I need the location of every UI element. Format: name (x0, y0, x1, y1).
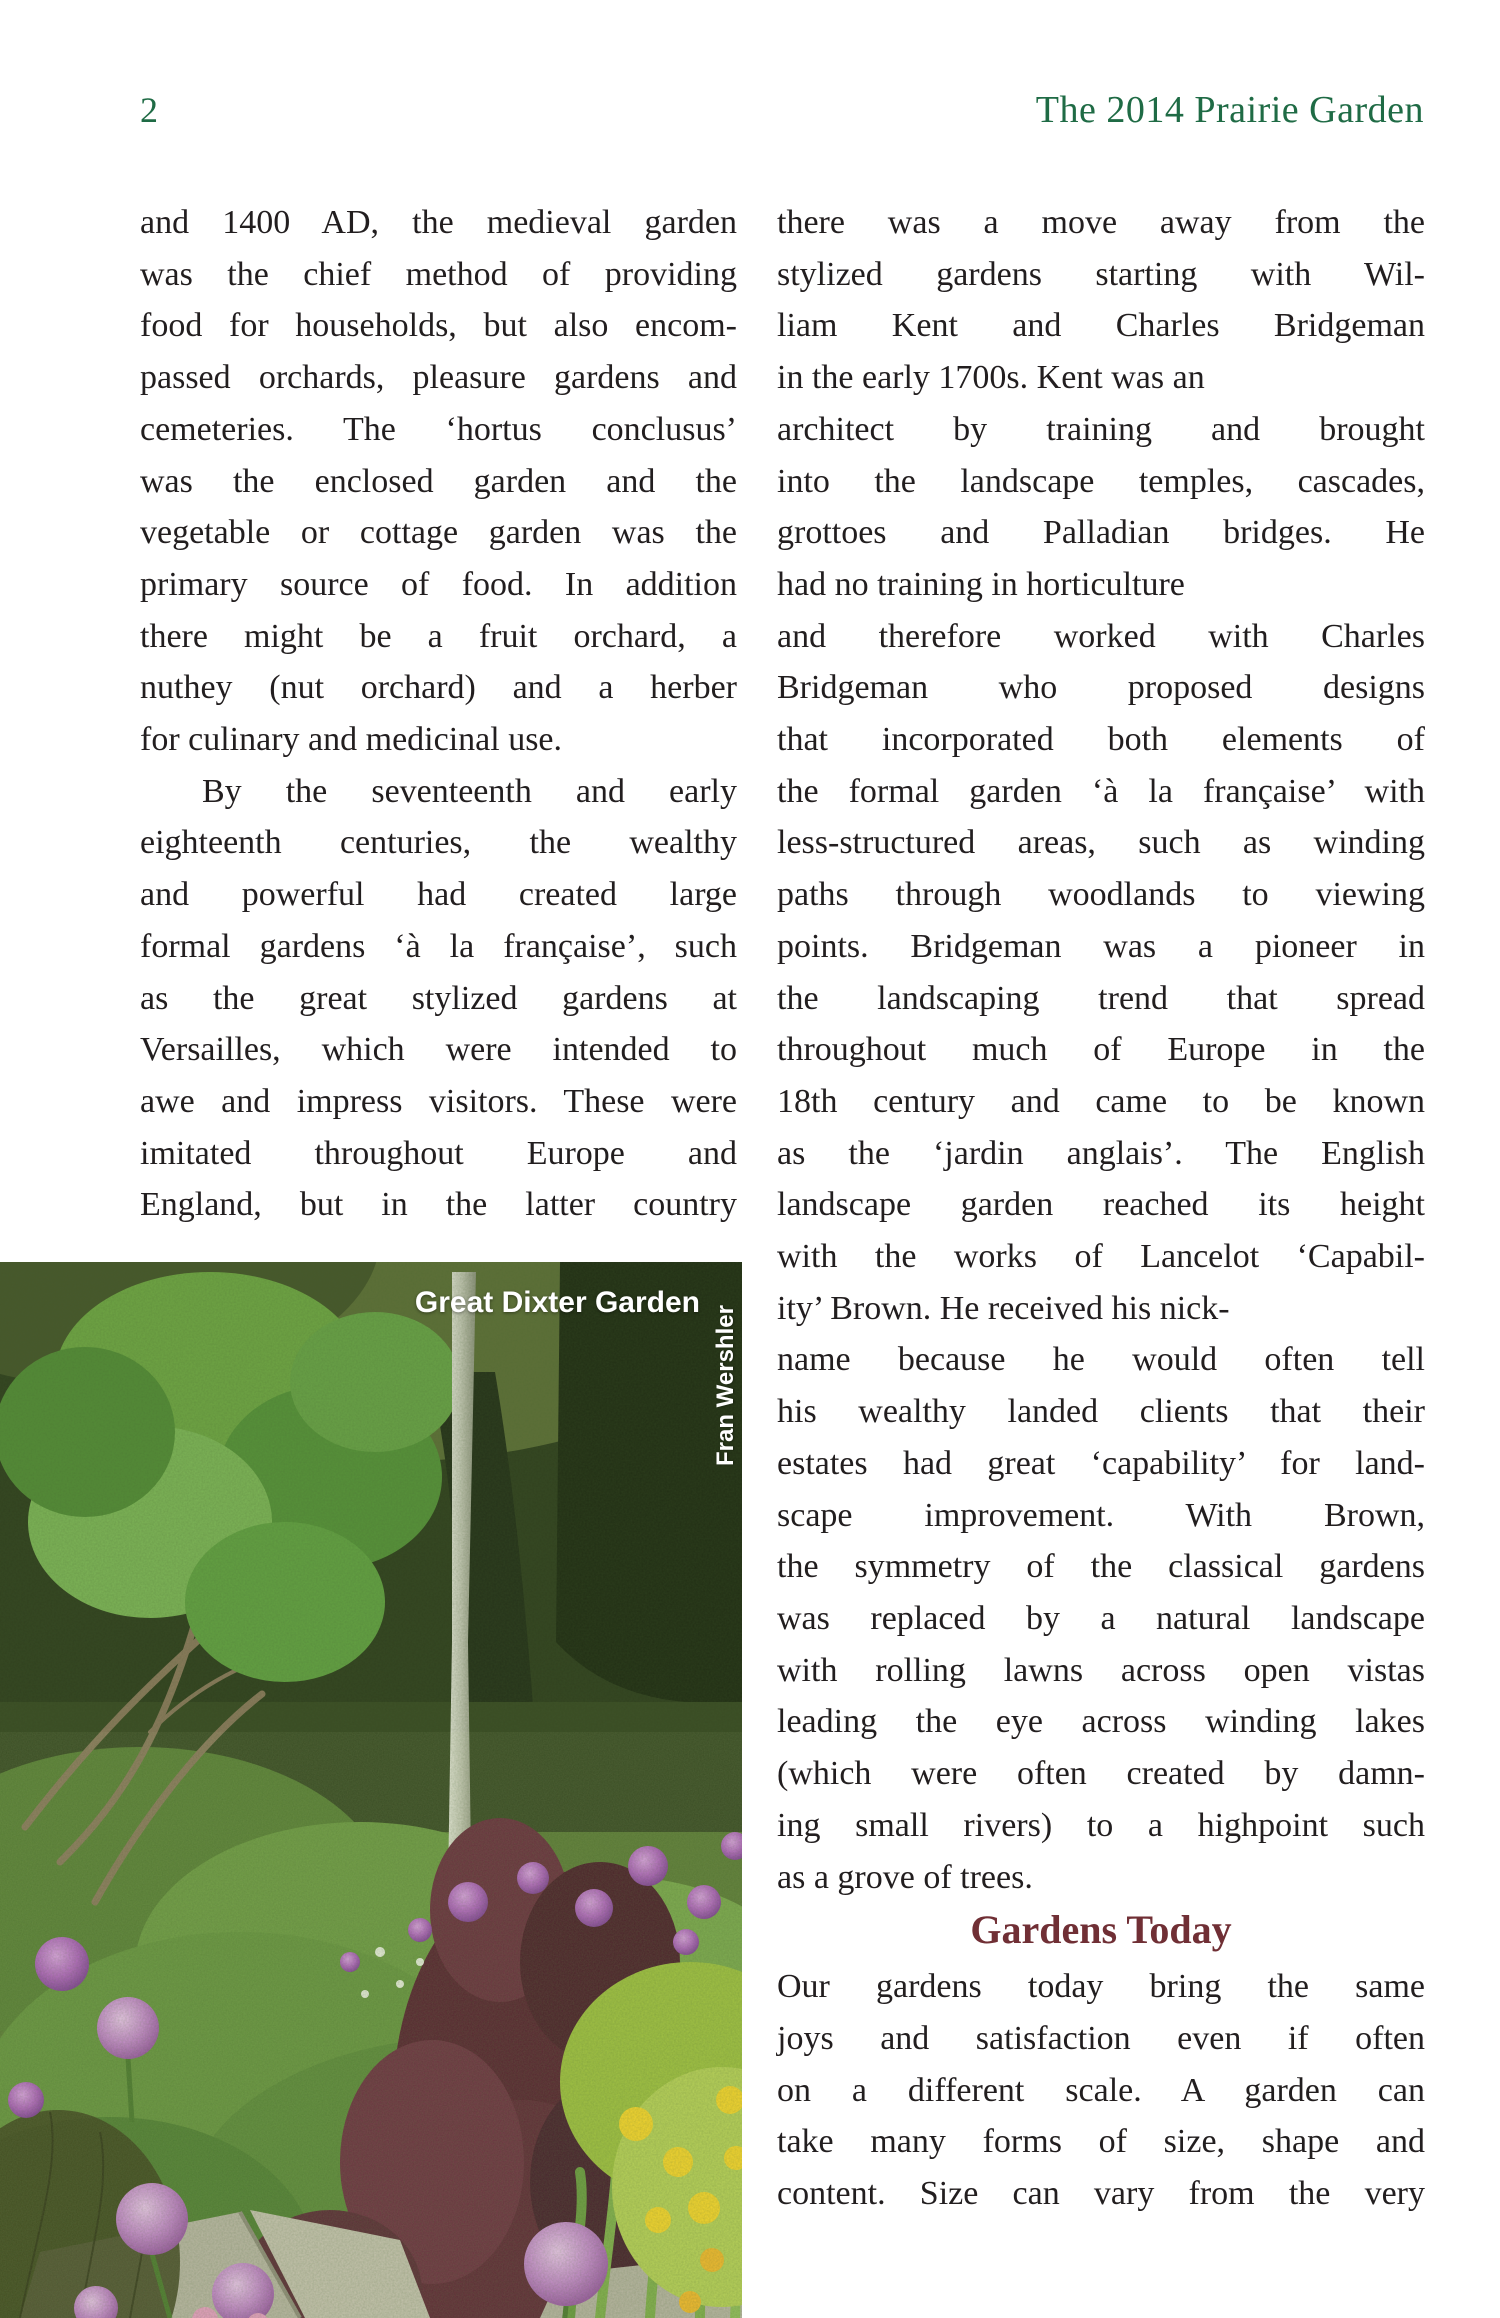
text-line: with the works of Lancelot ‘Capabil- (777, 1238, 1425, 1276)
right-column-part2 (777, 1961, 1425, 2220)
text-line: passed orchards, pleasure gardens and (140, 359, 737, 397)
text-line: (which were often created by damn- (777, 1755, 1425, 1793)
text-line: less-structured areas, such as winding (777, 824, 1425, 862)
text-line: liam Kent and Charles Bridgeman (777, 307, 1425, 345)
text-line: formal gardens ‘à la française’, such (140, 927, 737, 965)
photo-caption: Great Dixter Garden (414, 1286, 700, 1319)
text-line: as the great stylized gardens at (140, 979, 737, 1017)
text-line: Our gardens today bring the same (777, 1968, 1425, 2006)
text-line: was replaced by a natural landscape (777, 1599, 1425, 1637)
text-line: there was a move away from the (777, 204, 1425, 241)
text-line: architect by training and brought (777, 410, 1425, 448)
text-line: that incorporated both elements of (777, 721, 1425, 759)
text-line: as a grove of trees. (777, 1858, 1033, 1896)
text-line: awe and impress visitors. These were (140, 1082, 737, 1120)
text-line: estates had great ‘capability’ for land- (777, 1444, 1425, 1482)
text-line: ity’ Brown. He received his nick- (777, 1289, 1230, 1327)
text-line: England, but in the latter country (140, 1186, 737, 1224)
text-line: for culinary and medicinal use. (140, 721, 563, 759)
garden-photo (0, 1262, 742, 2318)
text-line: joys and satisfaction even if often (777, 2019, 1425, 2057)
text-line: and therefore worked with Charles (777, 617, 1425, 655)
photo-credit: Fran Wershler (712, 1305, 739, 1466)
text-line: ing small rivers) to a highpoint such (777, 1806, 1425, 1844)
garden-photo-illustration (0, 1262, 742, 2318)
publication-title: The 2014 Prairie Garden (1035, 89, 1424, 131)
text-line: imitated throughout Europe and (140, 1134, 737, 1172)
text-line: his wealthy landed clients that their (777, 1393, 1425, 1431)
right-column-part1 (777, 197, 1425, 1903)
text-line: content. Size can vary from the very (777, 2175, 1425, 2213)
text-line: eighteenth centuries, the wealthy (140, 824, 737, 862)
text-line: and 1400 AD, the medieval garden (140, 204, 737, 241)
text-line: By the seventeenth and early (202, 772, 737, 810)
text-line: leading the eye across winding lakes (777, 1703, 1425, 1741)
text-line: there might be a fruit orchard, a (140, 617, 737, 655)
text-line: nuthey (nut orchard) and a herber (140, 669, 737, 707)
page-header (140, 88, 1424, 132)
text-line: scape improvement. With Brown, (777, 1496, 1425, 1534)
text-line: the landscaping trend that spread (777, 979, 1425, 1017)
text-line: had no training in horticulture (777, 565, 1185, 603)
text-line: take many forms of size, shape and (777, 2123, 1425, 2161)
section-heading: Gardens Today (970, 1907, 1232, 1953)
text-line: the formal garden ‘à la française’ with (777, 772, 1425, 810)
page-number: 2 (140, 90, 158, 130)
text-line: primary source of food. In addition (140, 565, 737, 603)
text-line: points. Bridgeman was a pioneer in (777, 927, 1425, 965)
text-line: food for households, but also encom- (140, 307, 737, 345)
text-line: Bridgeman who proposed designs (777, 669, 1425, 707)
text-line: Versailles, which were intended to (140, 1031, 737, 1069)
text-line: into the landscape temples, cascades, (777, 462, 1425, 500)
text-line: stylized gardens starting with Wil- (777, 255, 1425, 293)
text-line: with rolling lawns across open vistas (777, 1651, 1425, 1689)
left-text-column (140, 197, 737, 1231)
text-line: the symmetry of the classical gardens (777, 1548, 1425, 1586)
text-line: as the ‘jardin anglais’. The English (777, 1134, 1425, 1172)
text-line: and powerful had created large (140, 876, 737, 914)
text-line: 18th century and came to be known (777, 1082, 1425, 1120)
right-text-column (777, 197, 1425, 2220)
text-line: grottoes and Palladian bridges. He (777, 514, 1425, 552)
text-line: cemeteries. The ‘hortus conclusus’ (140, 410, 737, 448)
text-line: was the enclosed garden and the (140, 462, 737, 500)
text-line: landscape garden reached its height (777, 1186, 1425, 1224)
text-line: was the chief method of providing (140, 255, 737, 293)
text-line: throughout much of Europe in the (777, 1031, 1425, 1069)
text-line: paths through woodlands to viewing (777, 876, 1425, 914)
text-line: on a different scale. A garden can (777, 2071, 1425, 2109)
text-line: in the early 1700s. Kent was an (777, 359, 1205, 397)
text-line: vegetable or cottage garden was the (140, 514, 737, 552)
text-line: name because he would often tell (777, 1341, 1425, 1379)
